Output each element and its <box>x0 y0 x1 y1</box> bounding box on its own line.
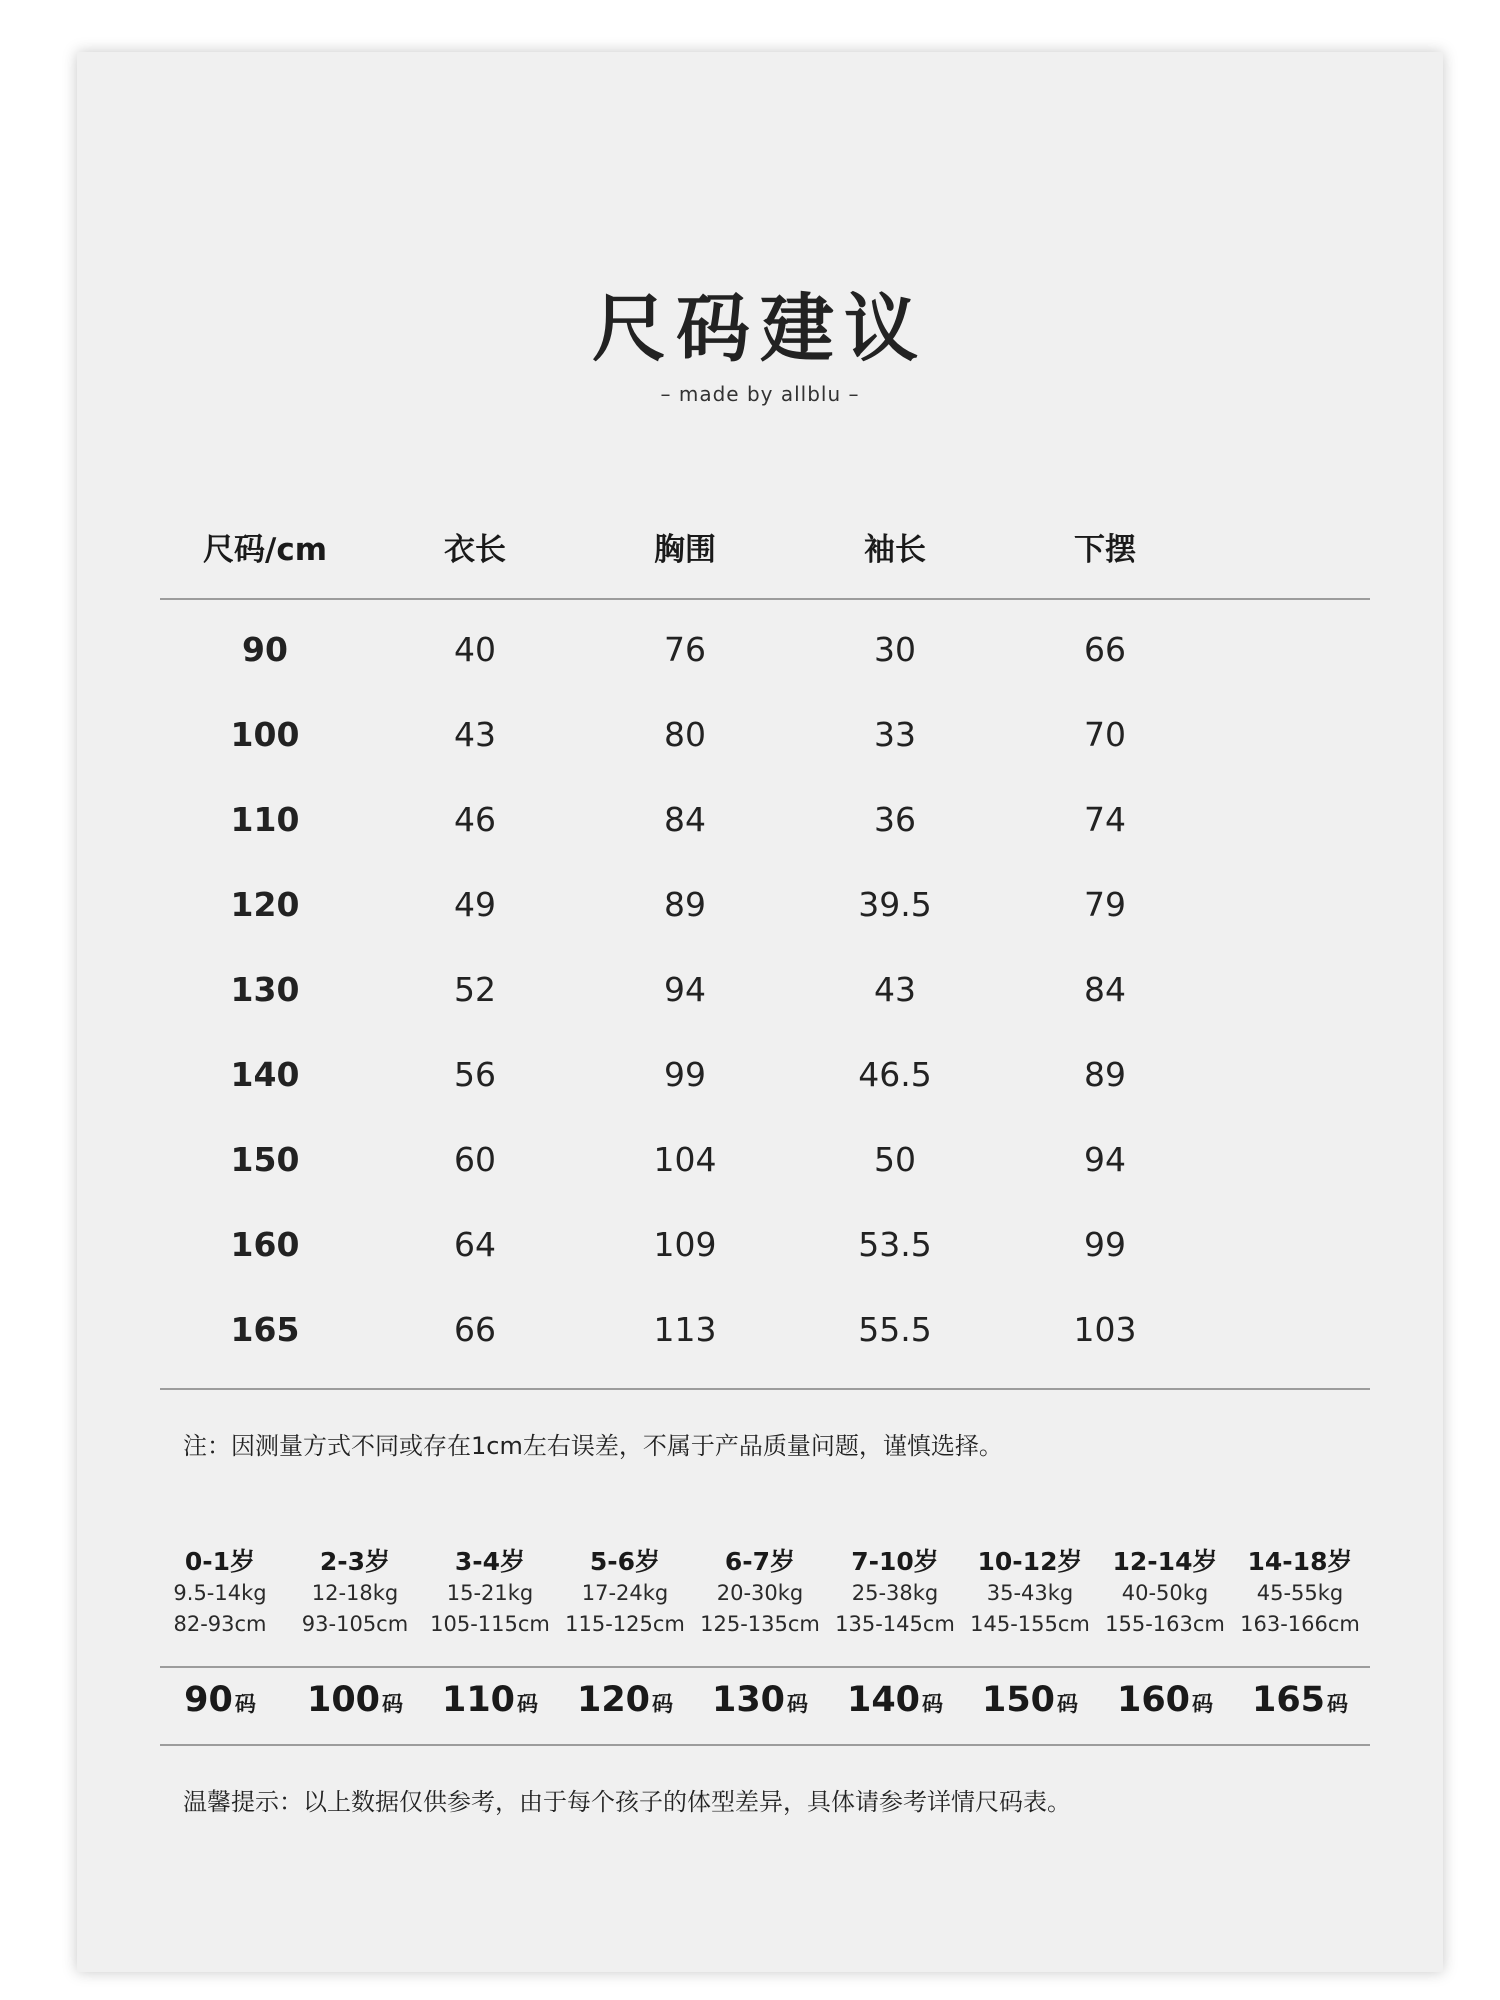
measure-cell: 84 <box>1084 970 1126 1009</box>
size-cell: 140 <box>230 1055 300 1094</box>
size-code-suffix: 码 <box>787 1692 809 1716</box>
age-label: 6-7岁 <box>724 1547 796 1576</box>
size-code-suffix: 码 <box>1327 1692 1349 1716</box>
height-range: 145-155cm <box>970 1612 1090 1636</box>
size-code-suffix: 码 <box>922 1692 944 1716</box>
age-guide-item <box>153 1546 287 1640</box>
size-cell: 165 <box>230 1310 300 1349</box>
size-cell: 130 <box>230 970 300 1009</box>
size-cell: 160 <box>230 1225 300 1264</box>
height-range: 135-145cm <box>835 1612 955 1636</box>
weight-range: 35-43kg <box>986 1581 1074 1605</box>
measure-cell: 55.5 <box>858 1310 932 1349</box>
size-code-divider <box>160 1744 1370 1746</box>
size-cell: 120 <box>230 885 300 924</box>
age-label: 5-6岁 <box>589 1547 661 1576</box>
measure-cell: 30 <box>874 630 916 669</box>
size-code-number: 140 <box>846 1680 921 1720</box>
weight-range: 45-55kg <box>1256 1581 1344 1605</box>
header-hem: 下摆 <box>1074 532 1136 568</box>
measure-cell: 52 <box>454 970 496 1009</box>
age-guide-item <box>828 1546 962 1640</box>
size-code <box>558 1680 692 1720</box>
size-code-suffix: 码 <box>517 1692 539 1716</box>
age-guide-item <box>1098 1546 1232 1640</box>
weight-range: 40-50kg <box>1121 1581 1209 1605</box>
age-label: 3-4岁 <box>454 1547 526 1576</box>
size-code <box>153 1680 287 1720</box>
page-title: 尺码建议 <box>592 286 928 372</box>
measure-cell: 94 <box>1084 1140 1126 1179</box>
size-cell: 150 <box>230 1140 300 1179</box>
size-code-number: 130 <box>711 1680 786 1720</box>
measure-cell: 113 <box>653 1310 717 1349</box>
measurement-note: 注：因测量方式不同或存在1cm左右误差，不属于产品质量问题，谨慎选择。 <box>183 1432 1003 1460</box>
header-size: 尺码/cm <box>203 532 327 568</box>
measure-cell: 89 <box>1084 1055 1126 1094</box>
height-range: 82-93cm <box>173 1612 267 1636</box>
weight-range: 25-38kg <box>851 1581 939 1605</box>
weight-range: 15-21kg <box>446 1581 534 1605</box>
age-label: 7-10岁 <box>851 1547 939 1576</box>
measure-cell: 79 <box>1084 885 1126 924</box>
measure-cell: 43 <box>874 970 916 1009</box>
size-code-number: 90 <box>184 1680 233 1720</box>
measure-cell: 109 <box>653 1225 717 1264</box>
measure-cell: 99 <box>664 1055 706 1094</box>
height-range: 93-105cm <box>301 1612 409 1636</box>
size-code <box>693 1680 827 1720</box>
measure-cell: 66 <box>1084 630 1126 669</box>
weight-range: 9.5-14kg <box>173 1581 267 1605</box>
measure-cell: 33 <box>874 715 916 754</box>
measure-cell: 56 <box>454 1055 496 1094</box>
size-code <box>423 1680 557 1720</box>
measure-cell: 99 <box>1084 1225 1126 1264</box>
header-sleeve: 袖长 <box>864 532 926 568</box>
size-code-suffix: 码 <box>234 1692 256 1716</box>
weight-range: 17-24kg <box>581 1581 669 1605</box>
size-code-number: 165 <box>1251 1680 1326 1720</box>
size-cell: 100 <box>230 715 300 754</box>
measure-cell: 80 <box>664 715 706 754</box>
weight-range: 12-18kg <box>311 1581 399 1605</box>
size-code-number: 100 <box>306 1680 381 1720</box>
size-code <box>1233 1680 1367 1720</box>
age-guide-item <box>558 1546 692 1640</box>
height-range: 115-125cm <box>565 1612 685 1636</box>
measure-cell: 94 <box>664 970 706 1009</box>
age-label: 0-1岁 <box>184 1547 256 1576</box>
height-range: 125-135cm <box>700 1612 820 1636</box>
age-guide-item <box>693 1546 827 1640</box>
age-guide-item <box>1233 1546 1367 1640</box>
measure-cell: 53.5 <box>858 1225 932 1264</box>
size-code <box>288 1680 422 1720</box>
measure-cell: 64 <box>454 1225 496 1264</box>
size-code-number: 110 <box>441 1680 516 1720</box>
measure-cell: 46.5 <box>858 1055 932 1094</box>
age-label: 2-3岁 <box>319 1547 391 1576</box>
size-code-suffix: 码 <box>1057 1692 1079 1716</box>
size-cell: 110 <box>230 800 300 839</box>
size-chart-card <box>77 52 1443 1972</box>
measure-cell: 60 <box>454 1140 496 1179</box>
measure-cell: 103 <box>1073 1310 1137 1349</box>
height-range: 105-115cm <box>430 1612 550 1636</box>
size-code <box>963 1680 1097 1720</box>
height-range: 163-166cm <box>1240 1612 1360 1636</box>
measure-cell: 70 <box>1084 715 1126 754</box>
measure-cell: 36 <box>874 800 916 839</box>
age-guide-item <box>288 1546 422 1640</box>
measure-cell: 49 <box>454 885 496 924</box>
size-cell: 90 <box>242 630 288 669</box>
measure-cell: 74 <box>1084 800 1126 839</box>
measure-cell: 40 <box>454 630 496 669</box>
tip-note: 温馨提示：以上数据仅供参考，由于每个孩子的体型差异，具体请参考详情尺码表。 <box>183 1788 1071 1816</box>
size-code-number: 160 <box>1116 1680 1191 1720</box>
measure-cell: 39.5 <box>858 885 932 924</box>
age-label: 12-14岁 <box>1112 1547 1218 1576</box>
header-length: 衣长 <box>444 532 506 568</box>
page-subtitle: – made by allblu – <box>660 382 860 406</box>
size-code-suffix: 码 <box>382 1692 404 1716</box>
size-code <box>1098 1680 1232 1720</box>
size-code-number: 120 <box>576 1680 651 1720</box>
header-divider <box>160 598 1370 600</box>
age-label: 14-18岁 <box>1247 1547 1353 1576</box>
header-chest: 胸围 <box>654 532 716 568</box>
measure-cell: 89 <box>664 885 706 924</box>
size-code-number: 150 <box>981 1680 1056 1720</box>
table-bottom-divider <box>160 1388 1370 1390</box>
measure-cell: 76 <box>664 630 706 669</box>
measure-cell: 104 <box>653 1140 717 1179</box>
measure-cell: 84 <box>664 800 706 839</box>
size-code <box>828 1680 962 1720</box>
weight-range: 20-30kg <box>716 1581 804 1605</box>
measure-cell: 43 <box>454 715 496 754</box>
measure-cell: 46 <box>454 800 496 839</box>
age-guide-item <box>423 1546 557 1640</box>
age-guide-divider <box>160 1666 1370 1668</box>
age-label: 10-12岁 <box>977 1547 1083 1576</box>
height-range: 155-163cm <box>1105 1612 1225 1636</box>
measure-cell: 66 <box>454 1310 496 1349</box>
age-guide-item <box>963 1546 1097 1640</box>
measure-cell: 50 <box>874 1140 916 1179</box>
size-code-suffix: 码 <box>652 1692 674 1716</box>
size-code-suffix: 码 <box>1192 1692 1214 1716</box>
